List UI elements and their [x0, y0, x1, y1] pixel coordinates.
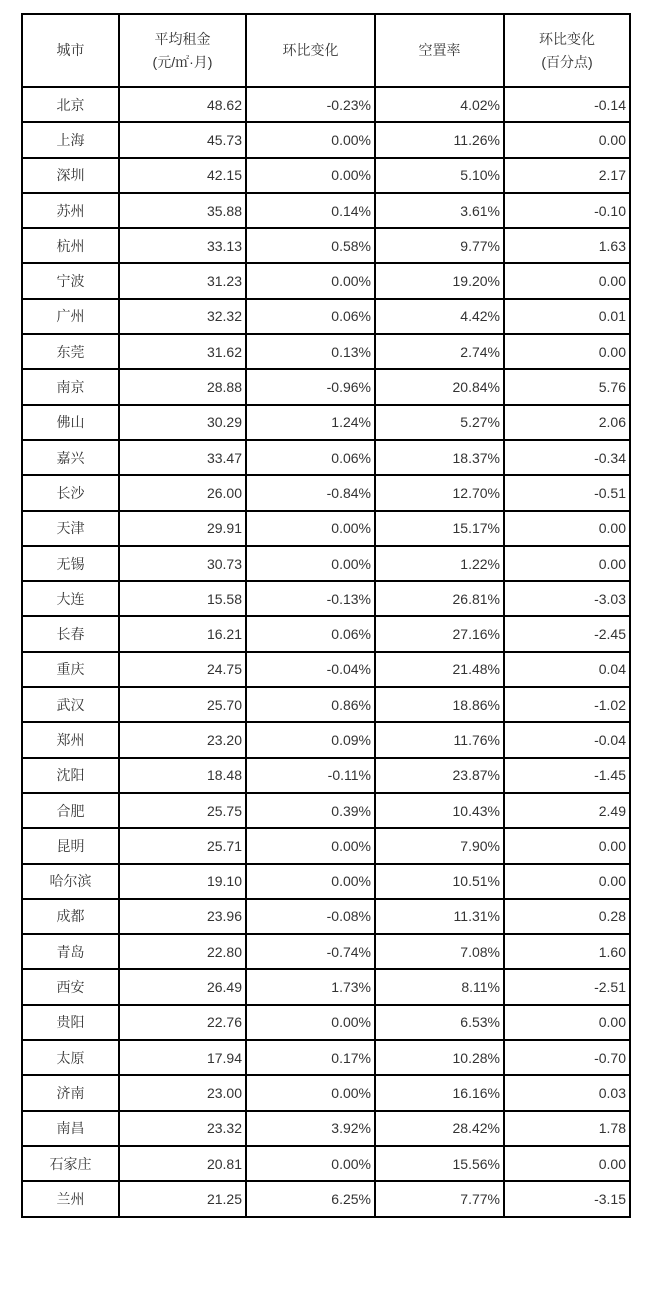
cell-city: 石家庄 — [22, 1146, 119, 1181]
cell-vacancy: 11.76% — [375, 722, 504, 757]
cell-avg_rent: 22.80 — [119, 934, 246, 969]
cell-city: 南昌 — [22, 1111, 119, 1146]
cell-vacancy_mom: 0.00 — [504, 546, 630, 581]
cell-avg_rent: 21.25 — [119, 1181, 246, 1216]
header-label: 空置率 — [418, 42, 461, 58]
cell-avg_rent: 28.88 — [119, 369, 246, 404]
cell-rent_mom: -0.96% — [246, 369, 375, 404]
cell-avg_rent: 33.47 — [119, 440, 246, 475]
cell-rent_mom: 0.00% — [246, 263, 375, 298]
cell-rent_mom: 0.00% — [246, 864, 375, 899]
cell-vacancy: 12.70% — [375, 475, 504, 510]
cell-city: 兰州 — [22, 1181, 119, 1216]
cell-vacancy_mom: 0.00 — [504, 864, 630, 899]
cell-vacancy: 7.08% — [375, 934, 504, 969]
cell-rent_mom: 1.24% — [246, 405, 375, 440]
table-row — [22, 1005, 630, 1040]
cell-vacancy_mom: 2.17 — [504, 158, 630, 193]
cell-rent_mom: -0.04% — [246, 652, 375, 687]
cell-city: 广州 — [22, 299, 119, 334]
header-cell-vacancy — [375, 14, 504, 87]
cell-city: 贵阳 — [22, 1005, 119, 1040]
cell-city: 深圳 — [22, 158, 119, 193]
cell-rent_mom: -0.08% — [246, 899, 375, 934]
table-row — [22, 793, 630, 828]
header-sublabel: (百分点) — [541, 53, 593, 70]
table-row — [22, 581, 630, 616]
header-cell-avg-rent — [119, 14, 246, 87]
cell-vacancy: 7.77% — [375, 1181, 504, 1216]
cell-city: 长春 — [22, 616, 119, 651]
cell-vacancy: 5.27% — [375, 405, 504, 440]
cell-city: 西安 — [22, 969, 119, 1004]
cell-city: 哈尔滨 — [22, 864, 119, 899]
cell-vacancy: 2.74% — [375, 334, 504, 369]
cell-vacancy_mom: 0.00 — [504, 334, 630, 369]
cell-rent_mom: 0.00% — [246, 122, 375, 157]
cell-vacancy: 27.16% — [375, 616, 504, 651]
cell-rent_mom: 0.06% — [246, 299, 375, 334]
cell-city: 北京 — [22, 87, 119, 122]
cell-vacancy: 4.02% — [375, 87, 504, 122]
table-row — [22, 1181, 630, 1216]
cell-vacancy: 18.37% — [375, 440, 504, 475]
table-row — [22, 969, 630, 1004]
cell-rent_mom: 0.13% — [246, 334, 375, 369]
header-label: 环比变化 — [539, 30, 595, 47]
cell-vacancy_mom: 1.78 — [504, 1111, 630, 1146]
cell-vacancy: 4.42% — [375, 299, 504, 334]
table-row — [22, 1075, 630, 1110]
cell-vacancy: 23.87% — [375, 758, 504, 793]
cell-avg_rent: 45.73 — [119, 122, 246, 157]
table-row — [22, 899, 630, 934]
cell-city: 昆明 — [22, 828, 119, 863]
cell-vacancy: 8.11% — [375, 969, 504, 1004]
cell-avg_rent: 19.10 — [119, 864, 246, 899]
table-row — [22, 299, 630, 334]
cell-vacancy_mom: 0.00 — [504, 1005, 630, 1040]
cell-rent_mom: 0.00% — [246, 511, 375, 546]
header-sublabel: (元/㎡·月) — [152, 53, 213, 70]
cell-vacancy_mom: 2.49 — [504, 793, 630, 828]
cell-vacancy_mom: -3.03 — [504, 581, 630, 616]
cell-avg_rent: 26.00 — [119, 475, 246, 510]
cell-city: 南京 — [22, 369, 119, 404]
cell-vacancy: 19.20% — [375, 263, 504, 298]
cell-rent_mom: 0.00% — [246, 1005, 375, 1040]
cell-vacancy_mom: 0.00 — [504, 511, 630, 546]
table-row — [22, 828, 630, 863]
header-row — [22, 14, 630, 87]
table-row — [22, 758, 630, 793]
cell-avg_rent: 48.62 — [119, 87, 246, 122]
cell-city: 济南 — [22, 1075, 119, 1110]
cell-city: 天津 — [22, 511, 119, 546]
table-row — [22, 546, 630, 581]
cell-vacancy: 7.90% — [375, 828, 504, 863]
cell-avg_rent: 33.13 — [119, 228, 246, 263]
table-row — [22, 158, 630, 193]
cell-avg_rent: 25.70 — [119, 687, 246, 722]
cell-avg_rent: 20.81 — [119, 1146, 246, 1181]
cell-avg_rent: 42.15 — [119, 158, 246, 193]
cell-avg_rent: 22.76 — [119, 1005, 246, 1040]
cell-city: 无锡 — [22, 546, 119, 581]
cell-city: 郑州 — [22, 722, 119, 757]
cell-vacancy_mom: -0.14 — [504, 87, 630, 122]
cell-vacancy: 3.61% — [375, 193, 504, 228]
cell-avg_rent: 35.88 — [119, 193, 246, 228]
cell-rent_mom: -0.84% — [246, 475, 375, 510]
cell-avg_rent: 31.23 — [119, 263, 246, 298]
cell-avg_rent: 25.75 — [119, 793, 246, 828]
cell-vacancy_mom: -2.45 — [504, 616, 630, 651]
cell-vacancy: 11.31% — [375, 899, 504, 934]
cell-vacancy_mom: -1.45 — [504, 758, 630, 793]
cell-avg_rent: 30.73 — [119, 546, 246, 581]
table-header — [22, 14, 630, 87]
cell-vacancy_mom: 1.60 — [504, 934, 630, 969]
table-row — [22, 722, 630, 757]
header-label: 平均租金 — [154, 30, 211, 47]
table-row — [22, 440, 630, 475]
cell-vacancy_mom: 0.00 — [504, 1146, 630, 1181]
cell-city: 太原 — [22, 1040, 119, 1075]
cell-city: 苏州 — [22, 193, 119, 228]
cell-vacancy_mom: 2.06 — [504, 405, 630, 440]
table-row — [22, 228, 630, 263]
cell-avg_rent: 23.20 — [119, 722, 246, 757]
cell-vacancy_mom: 0.00 — [504, 122, 630, 157]
cell-rent_mom: 0.58% — [246, 228, 375, 263]
header-cell-city — [22, 14, 119, 87]
table-row — [22, 369, 630, 404]
table-row — [22, 263, 630, 298]
table-row — [22, 1040, 630, 1075]
cell-rent_mom: 0.06% — [246, 616, 375, 651]
header-cell-rent-mom — [246, 14, 375, 87]
cell-avg_rent: 24.75 — [119, 652, 246, 687]
table-row — [22, 122, 630, 157]
cell-vacancy_mom: -0.04 — [504, 722, 630, 757]
table-row — [22, 934, 630, 969]
cell-vacancy: 28.42% — [375, 1111, 504, 1146]
cell-rent_mom: 0.09% — [246, 722, 375, 757]
cell-city: 杭州 — [22, 228, 119, 263]
cell-avg_rent: 16.21 — [119, 616, 246, 651]
cell-rent_mom: 0.14% — [246, 193, 375, 228]
cell-vacancy_mom: 5.76 — [504, 369, 630, 404]
table-body — [22, 87, 630, 1217]
cell-city: 武汉 — [22, 687, 119, 722]
cell-avg_rent: 17.94 — [119, 1040, 246, 1075]
cell-vacancy: 10.28% — [375, 1040, 504, 1075]
header-label: 城市 — [56, 42, 85, 58]
cell-city: 佛山 — [22, 405, 119, 440]
cell-rent_mom: 0.00% — [246, 1146, 375, 1181]
table-row — [22, 405, 630, 440]
cell-rent_mom: 0.00% — [246, 828, 375, 863]
cell-vacancy: 5.10% — [375, 158, 504, 193]
cell-city: 宁波 — [22, 263, 119, 298]
cell-vacancy: 15.56% — [375, 1146, 504, 1181]
cell-avg_rent: 31.62 — [119, 334, 246, 369]
cell-vacancy_mom: -0.70 — [504, 1040, 630, 1075]
cell-rent_mom: 0.06% — [246, 440, 375, 475]
cell-city: 沈阳 — [22, 758, 119, 793]
cell-vacancy: 10.51% — [375, 864, 504, 899]
cell-avg_rent: 18.48 — [119, 758, 246, 793]
cell-rent_mom: 0.39% — [246, 793, 375, 828]
city-rent-vacancy-table — [21, 13, 631, 1218]
cell-vacancy: 20.84% — [375, 369, 504, 404]
cell-rent_mom: 0.00% — [246, 158, 375, 193]
cell-city: 重庆 — [22, 652, 119, 687]
city-rent-vacancy-table-container — [21, 13, 631, 1218]
cell-rent_mom: -0.23% — [246, 87, 375, 122]
cell-vacancy_mom: 0.03 — [504, 1075, 630, 1110]
cell-vacancy_mom: -0.51 — [504, 475, 630, 510]
cell-vacancy_mom: 0.28 — [504, 899, 630, 934]
table-row — [22, 1146, 630, 1181]
table-row — [22, 616, 630, 651]
cell-city: 成都 — [22, 899, 119, 934]
header-label: 环比变化 — [282, 42, 339, 58]
header-cell-vacancy-mom — [504, 14, 630, 87]
cell-vacancy: 6.53% — [375, 1005, 504, 1040]
cell-vacancy_mom: -0.34 — [504, 440, 630, 475]
table-row — [22, 864, 630, 899]
cell-vacancy_mom: 0.04 — [504, 652, 630, 687]
cell-vacancy: 9.77% — [375, 228, 504, 263]
cell-avg_rent: 15.58 — [119, 581, 246, 616]
table-row — [22, 687, 630, 722]
table-row — [22, 334, 630, 369]
table-row — [22, 511, 630, 546]
cell-city: 长沙 — [22, 475, 119, 510]
cell-vacancy_mom: -3.15 — [504, 1181, 630, 1216]
table-row — [22, 87, 630, 122]
cell-avg_rent: 30.29 — [119, 405, 246, 440]
cell-city: 合肥 — [22, 793, 119, 828]
cell-rent_mom: 0.00% — [246, 1075, 375, 1110]
cell-vacancy: 18.86% — [375, 687, 504, 722]
cell-vacancy: 21.48% — [375, 652, 504, 687]
cell-rent_mom: 0.17% — [246, 1040, 375, 1075]
cell-vacancy_mom: 0.01 — [504, 299, 630, 334]
cell-vacancy: 16.16% — [375, 1075, 504, 1110]
cell-rent_mom: 0.86% — [246, 687, 375, 722]
cell-vacancy: 11.26% — [375, 122, 504, 157]
cell-rent_mom: 1.73% — [246, 969, 375, 1004]
cell-rent_mom: 3.92% — [246, 1111, 375, 1146]
cell-city: 大连 — [22, 581, 119, 616]
cell-avg_rent: 23.96 — [119, 899, 246, 934]
table-row — [22, 475, 630, 510]
cell-vacancy: 10.43% — [375, 793, 504, 828]
cell-vacancy_mom: -0.10 — [504, 193, 630, 228]
cell-city: 上海 — [22, 122, 119, 157]
cell-rent_mom: -0.13% — [246, 581, 375, 616]
cell-vacancy_mom: 0.00 — [504, 263, 630, 298]
cell-avg_rent: 25.71 — [119, 828, 246, 863]
table-row — [22, 652, 630, 687]
cell-vacancy_mom: -1.02 — [504, 687, 630, 722]
cell-avg_rent: 29.91 — [119, 511, 246, 546]
cell-vacancy_mom: 1.63 — [504, 228, 630, 263]
cell-rent_mom: -0.74% — [246, 934, 375, 969]
cell-vacancy: 26.81% — [375, 581, 504, 616]
cell-avg_rent: 23.32 — [119, 1111, 246, 1146]
cell-city: 东莞 — [22, 334, 119, 369]
cell-avg_rent: 26.49 — [119, 969, 246, 1004]
cell-vacancy: 1.22% — [375, 546, 504, 581]
cell-vacancy: 15.17% — [375, 511, 504, 546]
cell-avg_rent: 23.00 — [119, 1075, 246, 1110]
cell-vacancy_mom: -2.51 — [504, 969, 630, 1004]
cell-rent_mom: 0.00% — [246, 546, 375, 581]
table-row — [22, 1111, 630, 1146]
table-row — [22, 193, 630, 228]
cell-rent_mom: 6.25% — [246, 1181, 375, 1216]
cell-vacancy_mom: 0.00 — [504, 828, 630, 863]
cell-city: 青岛 — [22, 934, 119, 969]
cell-city: 嘉兴 — [22, 440, 119, 475]
cell-rent_mom: -0.11% — [246, 758, 375, 793]
cell-avg_rent: 32.32 — [119, 299, 246, 334]
